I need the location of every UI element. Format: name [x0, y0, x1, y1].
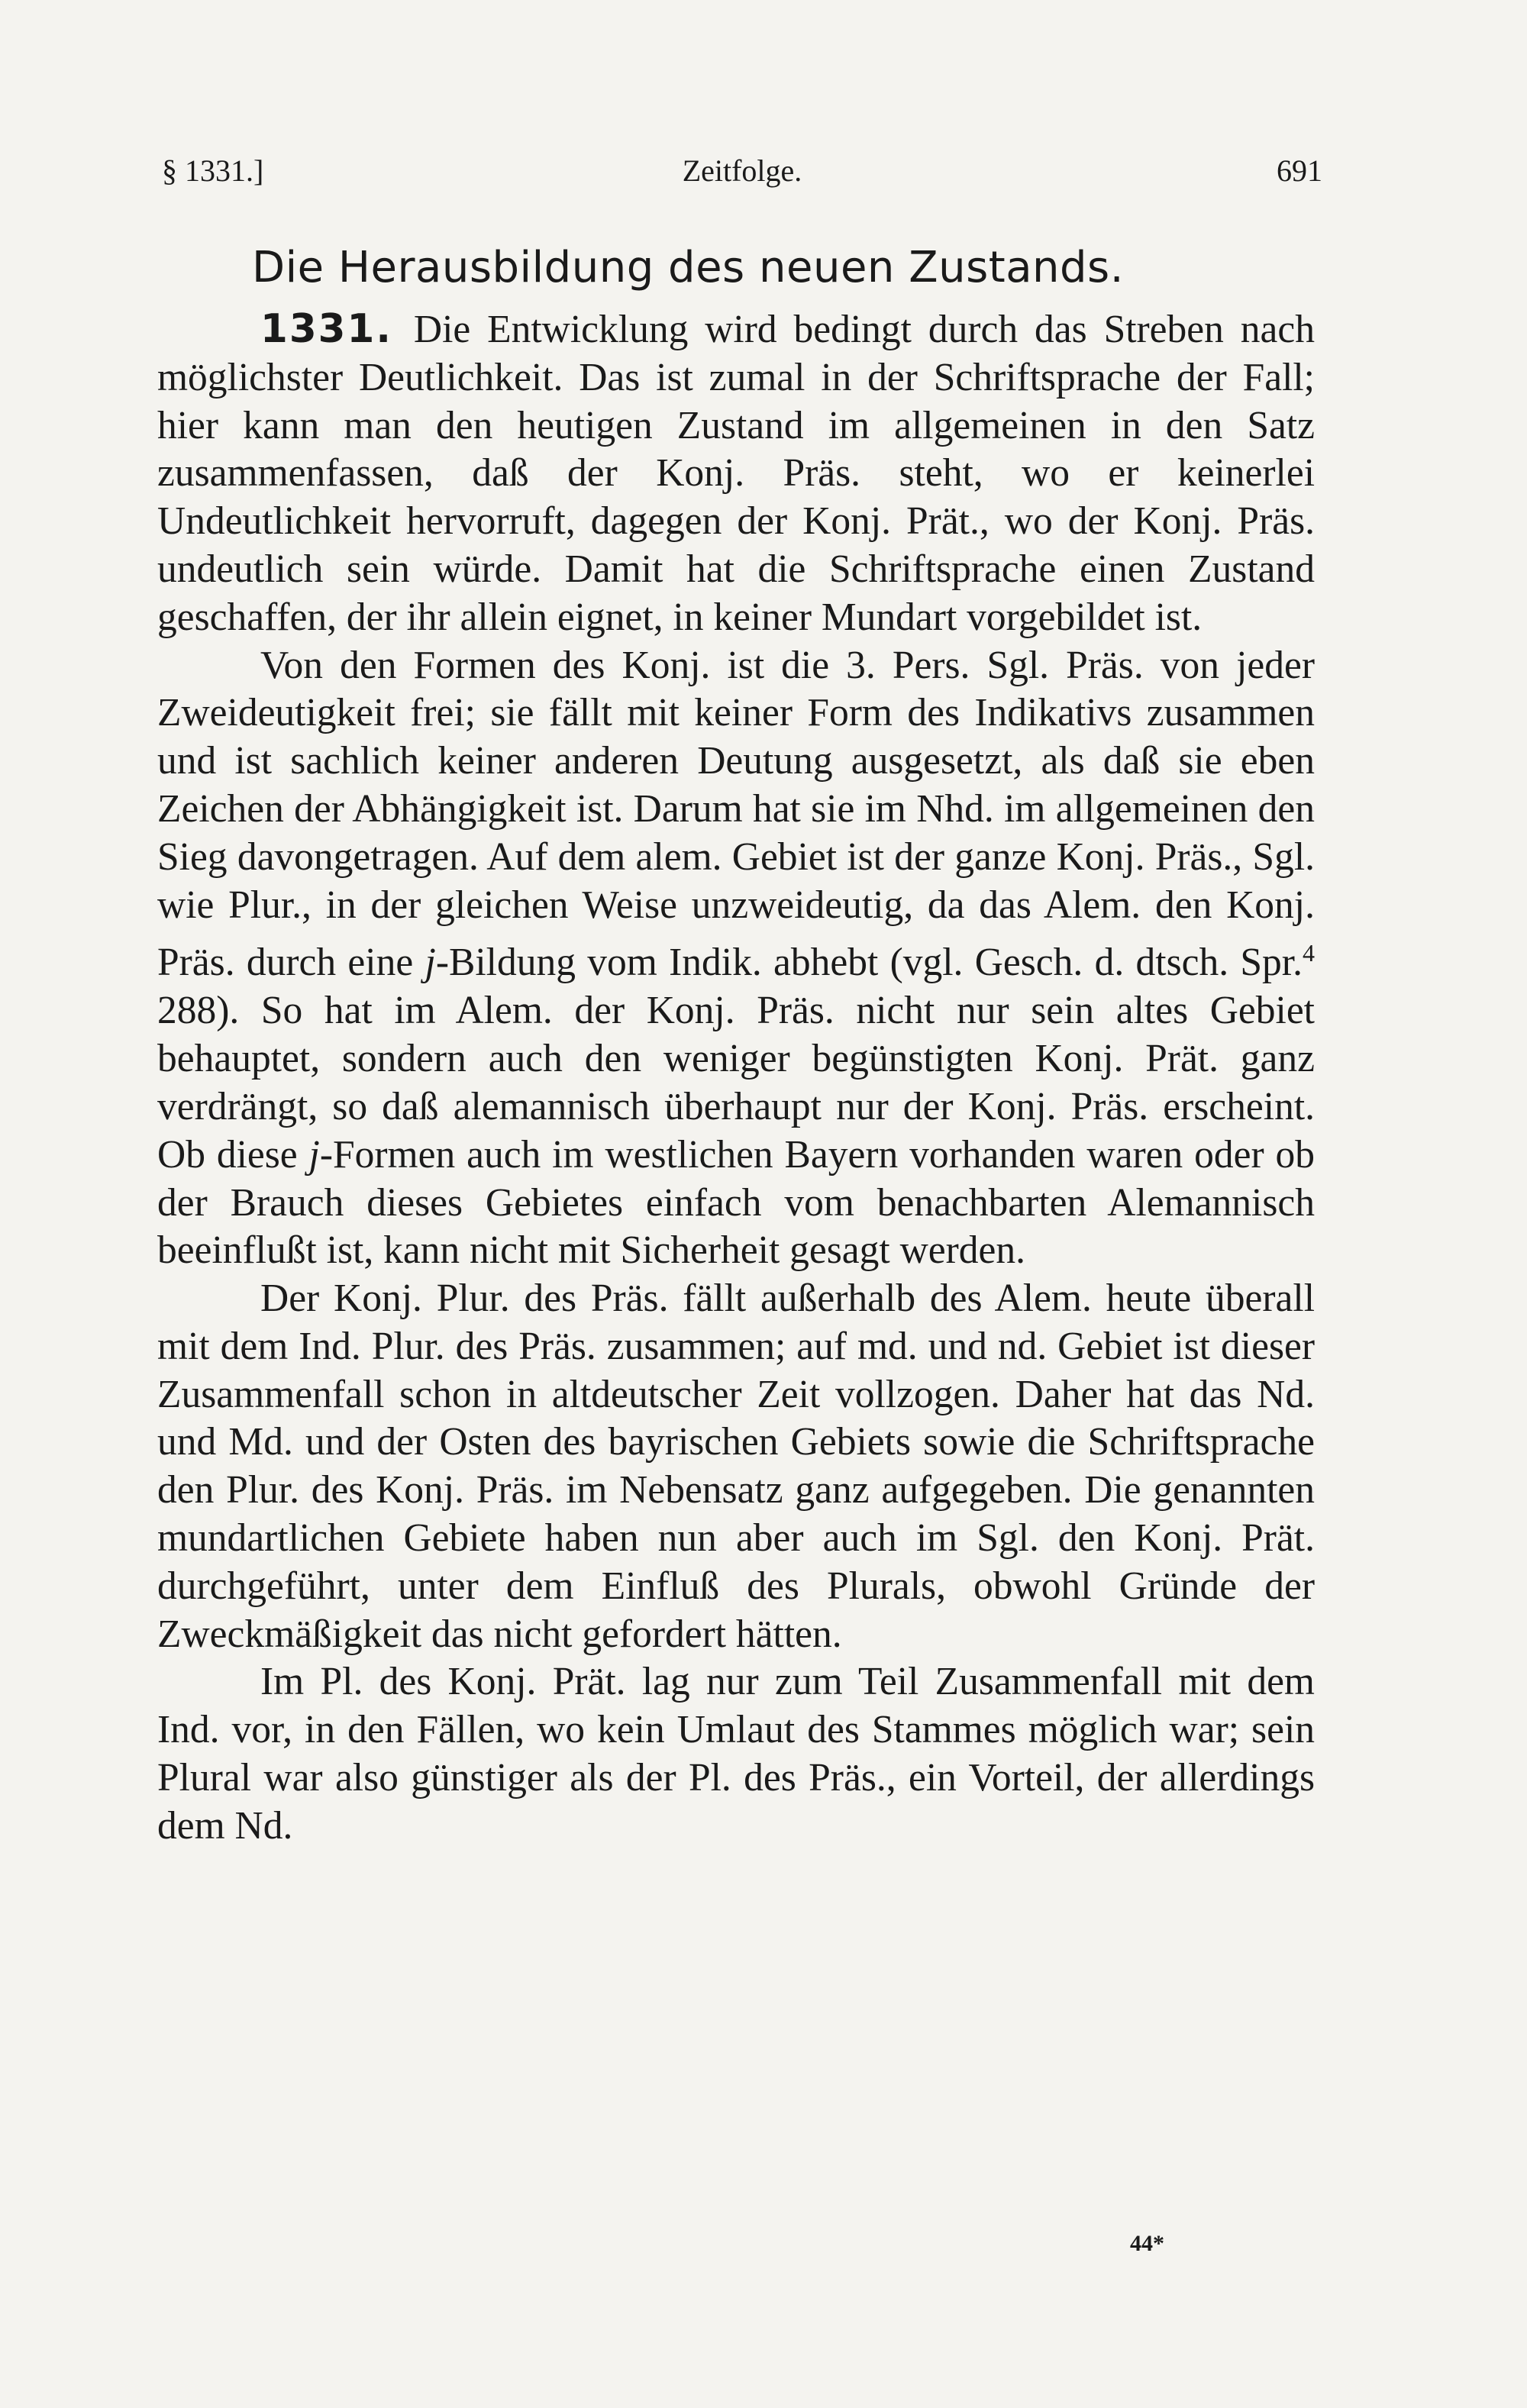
paragraph-1-text: Die Entwicklung wird bedingt durch das Streben nach möglichster Deutlichkeit. Das ist zumal in der Schriftsprache der Fall; hier kann man den heutigen Zustand im allgemeinen in den Satz zusammenfassen, daß der Konj. Präs. steht, wo er keinerlei Undeutlichkeit hervorruft, dagegen der Konj. Prät., wo der Konj. Präs. undeutlich sein würde. Damit hat die Schriftsprache einen Zustand geschaffen, der ihr allein eignet, in keiner Mundart vorgebildet ist. — [157, 308, 1315, 639]
j-italic-1: j — [425, 941, 436, 985]
section-number: 1331. — [260, 306, 392, 352]
j-italic-2: j — [308, 1132, 320, 1177]
running-head — [162, 153, 1322, 199]
paragraph-2-part-b: -Bildung vom Indik. abhebt (vgl. Gesch. d. dtsch. Spr. — [435, 941, 1303, 985]
paragraph-2 — [157, 642, 1315, 1276]
section-heading: Die Herausbildung des neuen Zustands. — [252, 243, 1125, 292]
edition-superscript: 4 — [1302, 939, 1315, 967]
paragraph-4: Im Pl. des Konj. Prät. lag nur zum Teil Zusammenfall mit dem Ind. vor, in den Fällen, wo kein Umlaut des Stammes möglich war; sein Plural war also günstiger als der Pl. des Präs., ein Vorteil, der allerdings dem Nd. — [157, 1660, 1315, 1848]
signature-mark: 44* — [1130, 2231, 1164, 2256]
paragraph-2-part-d: -Formen auch im westlichen Bayern vorhanden waren oder ob der Brauch dieses Gebietes einfach vom benachbarten Alemannisch beeinflußt ist, kann nicht mit Sicherheit gesagt werden. — [157, 1132, 1315, 1273]
section-reference: § 1331.] — [162, 153, 264, 188]
paragraph-2-part-a: Von den Formen des Konj. ist die 3. Pers. Sgl. Präs. von jeder Zweideutigkeit frei; sie fällt mit keiner Form des Indikativs zusammen und ist sachlich keiner anderen Deutung ausgesetzt, als daß sie eben Zeichen der Abhängigkeit ist. Darum hat sie im Nhd. im allgemeinen den Sieg davongetragen. Auf dem alem. Gebiet ist der ganze Konj. Präs., Sgl. wie Plur., in der gleichen Weise unzweideutig, da das Alem. den Konj. Präs. durch eine — [157, 643, 1315, 985]
page-number: 691 — [1277, 153, 1322, 188]
paragraph-2-part-c: 288). So hat im Alem. der Konj. Präs. nicht nur sein altes Gebiet behauptet, sondern auch den weniger begünstigten Konj. Prät. ganz verdrängt, so daß alemannisch überhaupt nur der Konj. Präs. erscheint. Ob diese — [157, 989, 1315, 1177]
body-text — [157, 305, 1315, 1851]
running-title: Zeitfolge. — [682, 153, 802, 188]
paragraph-3: Der Konj. Plur. des Präs. fällt außerhalb des Alem. heute überall mit dem Ind. Plur. des Präs. zusammen; auf md. und nd. Gebiet ist dieser Zusammenfall schon in altdeutscher Zeit vollzogen. Daher hat das Nd. und Md. und der Osten des bayrischen Gebiets sowie die Schriftsprache den Plur. des Konj. Präs. im Nebensatz ganz aufgegeben. Die genannten mundartlichen Gebiete haben nun aber auch im Sgl. den Konj. Prät. durchgeführt, unter dem Einfluß des Plurals, obwohl Gründe der Zweckmäßigkeit das nicht gefordert hätten. — [157, 1277, 1315, 1656]
paragraph-1 — [157, 305, 1315, 642]
